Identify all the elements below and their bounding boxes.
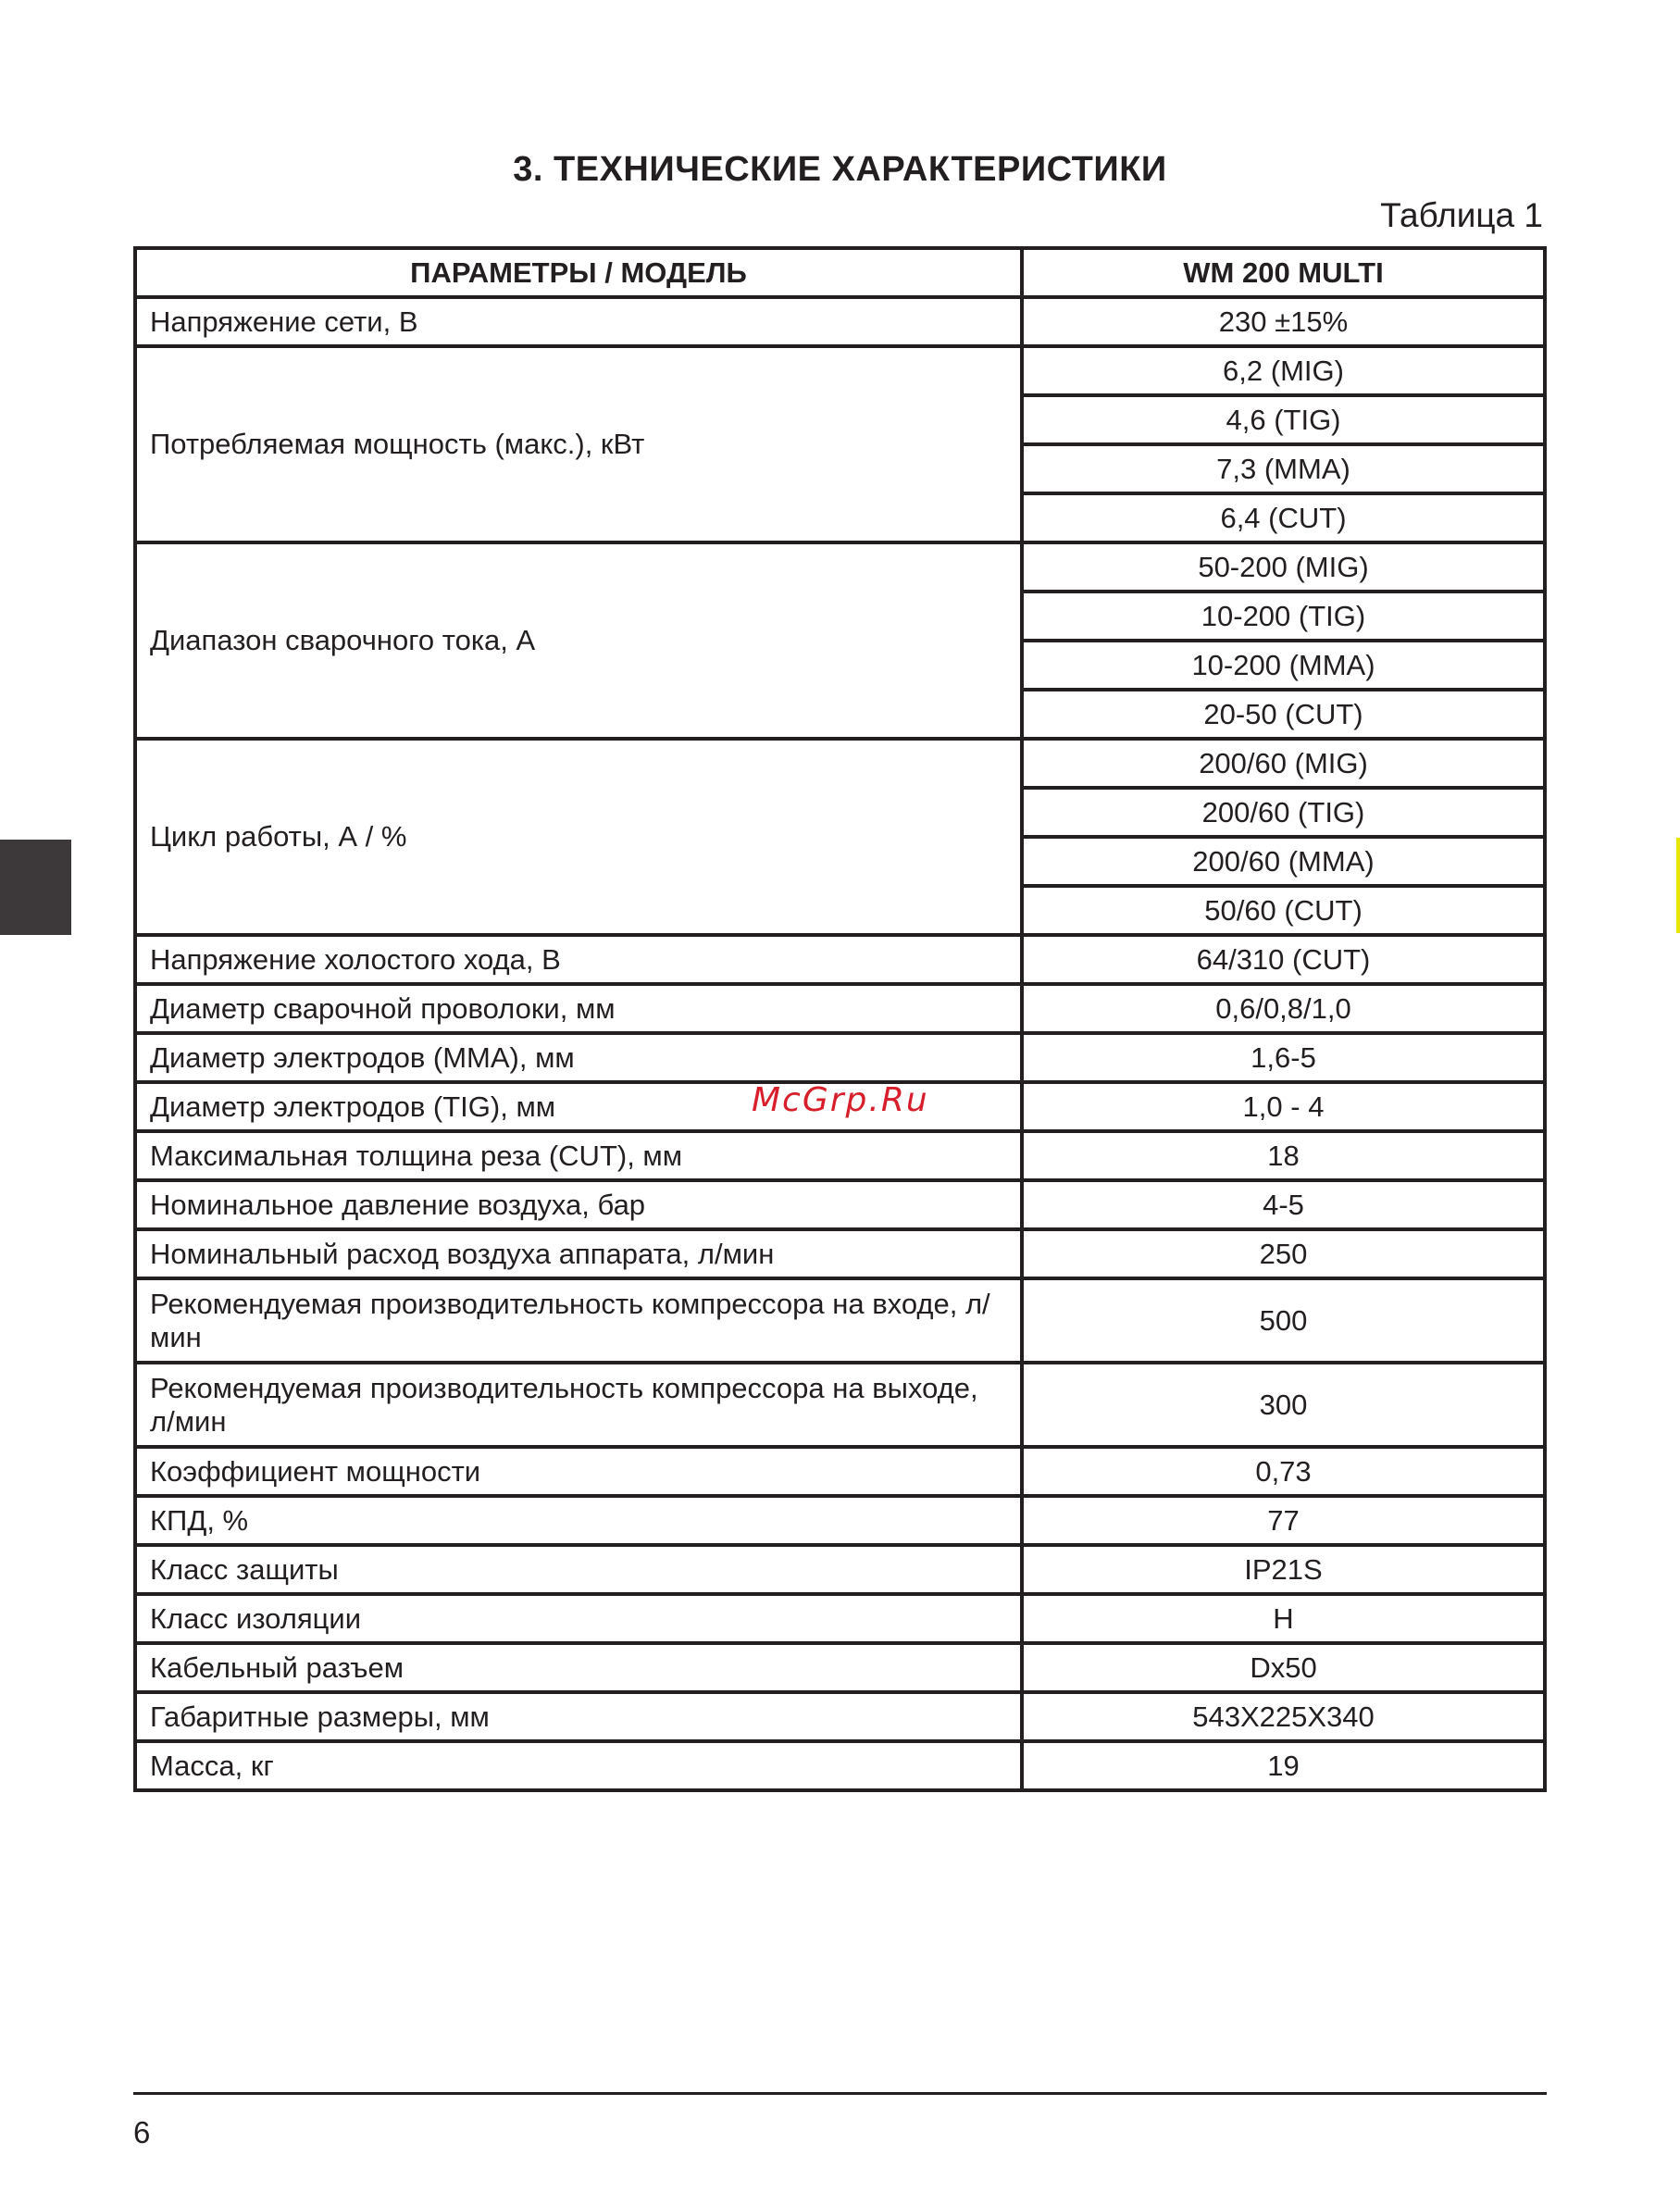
row-label: Потребляемая мощность (макс.), кВт: [135, 346, 1022, 542]
row-value: Dx50: [1022, 1643, 1545, 1692]
table-row: [135, 1594, 1545, 1643]
row-value: 77: [1022, 1496, 1545, 1545]
row-label: Масса, кг: [135, 1741, 1022, 1790]
table-row: [135, 1496, 1545, 1545]
row-value: 1,0 - 4: [1022, 1082, 1545, 1131]
table-row: [135, 297, 1545, 346]
row-label: Номинальный расход воздуха аппарата, л/мин: [135, 1229, 1022, 1278]
row-value: 500: [1022, 1278, 1545, 1363]
row-label: Диапазон сварочного тока, А: [135, 542, 1022, 739]
row-value: 10-200 (MMA): [1022, 641, 1545, 690]
row-value: 200/60 (MMA): [1022, 837, 1545, 886]
row-label: Напряжение холостого хода, В: [135, 935, 1022, 984]
table-row: [135, 1278, 1545, 1363]
footer-divider: [133, 2092, 1547, 2095]
table-caption: Таблица 1: [1380, 196, 1543, 234]
table-row: [135, 1131, 1545, 1180]
row-value: 200/60 (TIG): [1022, 788, 1545, 837]
specs-table: [133, 246, 1547, 1792]
row-value: 50-200 (MIG): [1022, 542, 1545, 592]
row-value: 64/310 (CUT): [1022, 935, 1545, 984]
row-value: 20-50 (CUT): [1022, 690, 1545, 739]
table-row: [135, 1545, 1545, 1594]
table-row: [135, 935, 1545, 984]
table-row: [135, 1643, 1545, 1692]
table-row: [135, 346, 1545, 395]
header-model: WM 200 MULTI: [1022, 248, 1545, 297]
row-value: 230 ±15%: [1022, 297, 1545, 346]
table-header-row: [135, 248, 1545, 297]
row-value: IP21S: [1022, 1545, 1545, 1594]
row-label: Класс изоляции: [135, 1594, 1022, 1643]
row-label: Класс защиты: [135, 1545, 1022, 1594]
edge-marker: [1676, 838, 1680, 933]
row-value: 18: [1022, 1131, 1545, 1180]
table-row: [135, 1741, 1545, 1790]
page-number: 6: [133, 2115, 151, 2149]
table-row: [135, 739, 1545, 788]
page-title: 3. ТЕХНИЧЕСКИЕ ХАРАКТЕРИСТИКИ: [513, 150, 1167, 189]
row-value: 6,2 (MIG): [1022, 346, 1545, 395]
table-row: [135, 1180, 1545, 1229]
row-label: Габаритные размеры, мм: [135, 1692, 1022, 1741]
row-value: 250: [1022, 1229, 1545, 1278]
row-label: Номинальное давление воздуха, бар: [135, 1180, 1022, 1229]
row-value: H: [1022, 1594, 1545, 1643]
row-label: Диаметр электродов (MMA), мм: [135, 1033, 1022, 1082]
row-value: 50/60 (CUT): [1022, 886, 1545, 935]
row-value: 10-200 (TIG): [1022, 592, 1545, 641]
row-value: 543X225X340: [1022, 1692, 1545, 1741]
table-row: [135, 1033, 1545, 1082]
section-side-tab: [0, 840, 71, 935]
table-row: [135, 984, 1545, 1033]
row-value: 300: [1022, 1363, 1545, 1447]
table-row: [135, 1447, 1545, 1496]
header-param: ПАРАМЕТРЫ / МОДЕЛЬ: [135, 248, 1022, 297]
table-row: [135, 1229, 1545, 1278]
row-label: Кабельный разъем: [135, 1643, 1022, 1692]
row-value: 6,4 (CUT): [1022, 493, 1545, 542]
row-value: 4-5: [1022, 1180, 1545, 1229]
table-row: [135, 1692, 1545, 1741]
row-value: 0,6/0,8/1,0: [1022, 984, 1545, 1033]
table-row: [135, 1363, 1545, 1447]
row-value: 7,3 (MMA): [1022, 444, 1545, 493]
row-label: Диаметр электродов (TIG), мм: [135, 1082, 1022, 1131]
row-value: 19: [1022, 1741, 1545, 1790]
row-value: 0,73: [1022, 1447, 1545, 1496]
row-value: 200/60 (MIG): [1022, 739, 1545, 788]
row-label: Коэффициент мощности: [135, 1447, 1022, 1496]
row-label: Рекомендуемая производительность компрессора на входе, л/мин: [135, 1278, 1022, 1363]
row-label: Максимальная толщина реза (CUT), мм: [135, 1131, 1022, 1180]
row-label: Диаметр сварочной проволоки, мм: [135, 984, 1022, 1033]
row-label: Рекомендуемая производительность компрессора на выходе, л/мин: [135, 1363, 1022, 1447]
row-value: 1,6-5: [1022, 1033, 1545, 1082]
watermark-text: McGrp.Ru: [752, 1081, 929, 1119]
row-label: КПД, %: [135, 1496, 1022, 1545]
table-row: [135, 542, 1545, 592]
row-label: Цикл работы, А / %: [135, 739, 1022, 935]
row-label: Напряжение сети, В: [135, 297, 1022, 346]
row-value: 4,6 (TIG): [1022, 395, 1545, 444]
